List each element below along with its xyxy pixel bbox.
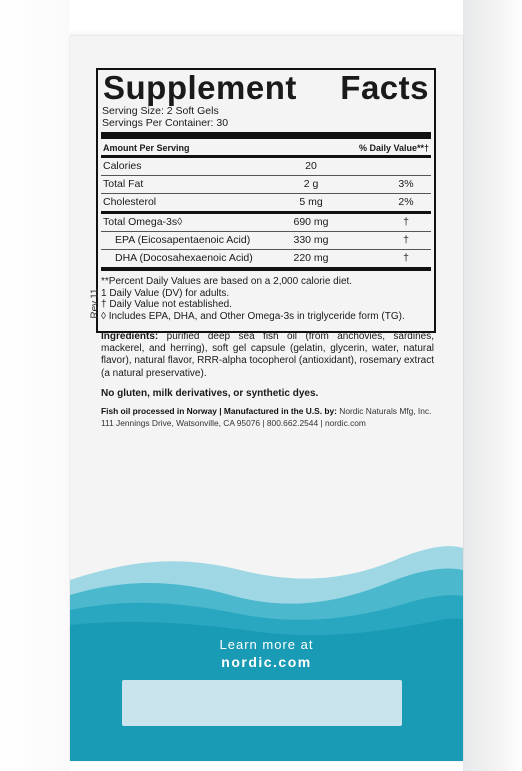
footnote: † Daily Value not established. — [101, 299, 233, 310]
nutrient-amount: 2 g — [303, 178, 319, 190]
nutrient-label: Cholesterol — [103, 196, 157, 208]
ingredients-list: purified deep sea fish oil (from anchovies, sardines, mackerel, and herring), soft gel capsule (gelatin, glycerin, water, natural flavor), natural flavor, RRR-alpha tocopherol (antioxidant), rosemary extract (a natural preservative). — [101, 331, 434, 379]
nutrient-label: EPA (Eicosapentaenoic Acid) — [115, 234, 251, 246]
nutrient-row — [101, 193, 431, 211]
manufacturer-name: Nordic Naturals Mfg, Inc. — [336, 406, 432, 416]
nutrient-dv: 3% — [398, 178, 414, 190]
nutrient-row — [101, 175, 431, 193]
nutrient-amount: 330 mg — [293, 234, 329, 246]
facts-header-row — [101, 141, 431, 155]
nutrient-label: Calories — [103, 160, 142, 172]
nutrient-amount: 690 mg — [293, 216, 329, 228]
thick-divider — [101, 132, 431, 139]
website-url: nordic.com — [221, 654, 312, 670]
manufacturer-info — [101, 405, 441, 429]
nutrient-row — [101, 214, 431, 231]
manufacturer-address: 111 Jennings Drive, Watsonville, CA 95076 | 800.662.2544 | nordic.com — [101, 418, 366, 428]
facts-footnotes — [101, 276, 431, 322]
nutrient-amount: 220 mg — [293, 252, 329, 264]
facts-title-word2: Facts — [340, 69, 429, 106]
nutrient-amount: 20 — [305, 160, 317, 172]
servings-per-container: Servings Per Container: 30 — [102, 117, 229, 129]
revision-code: Rev.11 — [89, 288, 101, 319]
nutrient-row — [101, 249, 431, 267]
no-gluten-statement: No gluten, milk derivatives, or synthetic dyes. — [101, 388, 319, 399]
ingredients-text — [101, 331, 434, 380]
facts-title — [101, 70, 431, 105]
box-side-right — [463, 0, 522, 771]
nutrient-amount: 5 mg — [299, 196, 323, 208]
manufacturer-line — [101, 405, 441, 417]
learn-more-text: Learn more at — [219, 637, 314, 652]
footnote: **Percent Daily Values are based on a 2,000 calorie diet. — [101, 276, 353, 287]
nutrient-row — [101, 158, 431, 175]
nutrient-label: Total Fat — [103, 178, 144, 190]
nutrient-row — [101, 231, 431, 249]
serving-size: Serving Size: 2 Soft Gels — [102, 105, 219, 117]
manufacturer-bold: Fish oil processed in Norway | Manufactured in the U.S. by: — [101, 406, 337, 416]
bottom-divider — [101, 267, 431, 271]
nutrient-dv: † — [403, 216, 409, 228]
nutrient-dv: † — [403, 234, 409, 246]
nutrient-label: DHA (Docosahexaenoic Acid) — [115, 252, 253, 264]
ingredients-label: Ingredients: — [101, 331, 159, 342]
nutrient-dv: 2% — [398, 196, 414, 208]
barcode-area — [122, 680, 402, 726]
daily-value-header: % Daily Value**† — [358, 143, 429, 153]
amount-per-serving-header: Amount Per Serving — [103, 143, 190, 153]
nutrient-label: Total Omega-3s◊ — [103, 216, 183, 228]
nutrient-dv: † — [403, 252, 409, 264]
facts-title-word1: Supplement — [103, 69, 297, 106]
box-side-left — [0, 0, 70, 771]
footnote: ◊ Includes EPA, DHA, and Other Omega-3s in triglyceride form (TG). — [101, 310, 405, 322]
footnote: 1 Daily Value (DV) for adults. — [101, 287, 230, 299]
